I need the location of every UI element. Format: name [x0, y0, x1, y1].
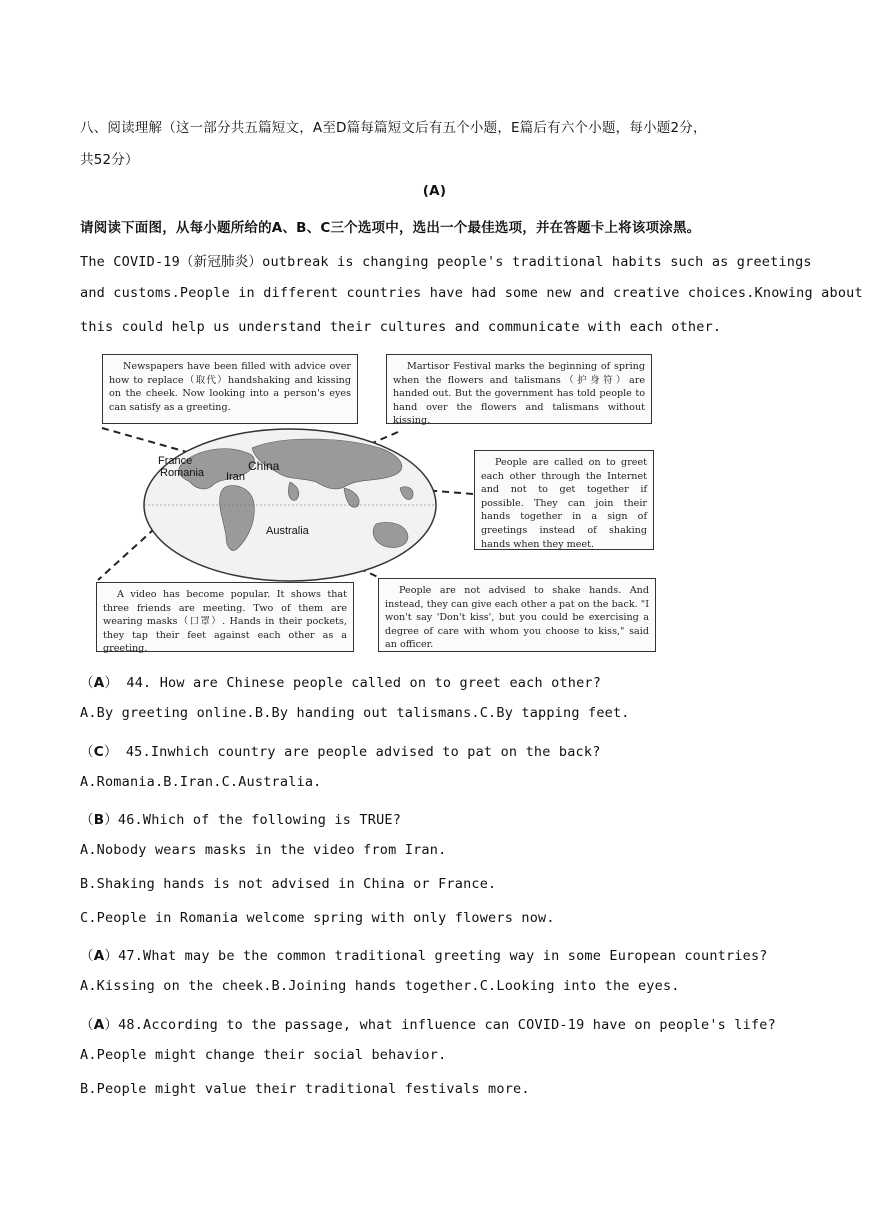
- intro-line-2: and customs.People in different countries have had some new and creative choices.Knowing about: [80, 285, 863, 301]
- note-box-france: [102, 354, 358, 424]
- question-46-text: 46.Which of the following is TRUE?: [117, 812, 402, 828]
- map-label-australia: Australia: [266, 525, 309, 537]
- note-text-iran: A video has become popular. It shows that three friends are meeting. Two of them are wearing masks（口罩）. Hands in their pockets, they tap their feet against each other as a greeting.: [103, 589, 347, 655]
- note-text-romania: Martisor Festival marks the beginning of spring when the flowers and talismans（护身符）are handed out. But the government has told people to hand over the flowers and talismans without kissing.: [393, 361, 645, 427]
- question-44: （A） 44. How are Chinese people called on to greet each other?: [80, 675, 602, 691]
- question-44-text: 44. How are Chinese people called on to greet each other?: [126, 675, 602, 691]
- world-map: [140, 426, 440, 584]
- question-48-option-a: A.People might change their social behavior.: [80, 1047, 447, 1063]
- question-45-options: A.Romania.B.Iran.C.Australia.: [80, 774, 322, 790]
- question-47-options: A.Kissing on the cheek.B.Joining hands together.C.Looking into the eyes.: [80, 978, 680, 994]
- question-46-option-c: C.People in Romania welcome spring with only flowers now.: [80, 910, 555, 926]
- question-45-text: 45.Inwhich country are people advised to pat on the back?: [125, 744, 601, 760]
- note-box-china: [474, 450, 654, 550]
- greetings-figure: [88, 348, 658, 658]
- map-label-romania: Romania: [160, 467, 205, 479]
- map-label-china: China: [248, 459, 280, 473]
- answer-48: A: [93, 1017, 105, 1033]
- question-48-option-b: B.People might value their traditional festivals more.: [80, 1081, 530, 1097]
- section-heading-line2: 共52分）: [80, 152, 139, 168]
- answer-45: C: [93, 744, 104, 760]
- note-box-iran: [96, 582, 354, 655]
- note-box-romania: [386, 354, 652, 427]
- map-label-france: France: [158, 455, 193, 467]
- question-48: （A）48.According to the passage, what influence can COVID-19 have on people's life?: [80, 1017, 776, 1033]
- question-48-text: 48.According to the passage, what influence can COVID-19 have on people's life?: [118, 1017, 776, 1033]
- question-46: （B）46.Which of the following is TRUE?: [80, 812, 402, 828]
- section-heading-line1: 八、阅读理解（这一部分共五篇短文，A至D篇每篇短文后有五个小题，E篇后有六个小题，每小题2分，: [80, 120, 707, 136]
- answer-47: A: [93, 948, 105, 964]
- question-46-option-b: B.Shaking hands is not advised in China or France.: [80, 876, 497, 892]
- question-46-option-a: A.Nobody wears masks in the video from Iran.: [80, 842, 447, 858]
- question-44-options: A.By greeting online.B.By handing out talismans.C.By tapping feet.: [80, 705, 630, 721]
- question-45: （C） 45.Inwhich country are people advised to pat on the back?: [80, 744, 601, 760]
- intro-line-3: this could help us understand their cultures and communicate with each other.: [80, 319, 722, 335]
- answer-44: A: [93, 675, 105, 691]
- note-text-australia: People are not advised to shake hands. And instead, they can give each other a pat on the back. "I won't say 'Don't kiss', but you could be exercising a degree of care with whom you choose to kiss," said an officer.: [385, 585, 649, 651]
- passage-label: (A): [422, 183, 447, 199]
- note-text-china: People are called on to greet each other through the Internet and not to get together if possible. They can join their hands together in a sign of greetings instead of shaking hands when they meet.: [481, 457, 647, 550]
- note-text-france: Newspapers have been filled with advice over how to replace（取代）handshaking and kissing on the cheek. Now looking into a person's eyes can satisfy as a greeting.: [109, 361, 351, 413]
- answer-46: B: [93, 812, 105, 828]
- question-47: （A）47.What may be the common traditional greeting way in some European countries?: [80, 948, 768, 964]
- question-47-text: 47.What may be the common traditional greeting way in some European countries?: [118, 948, 768, 964]
- instruction-text: 请阅读下面图，从每小题所给的A、B、C三个选项中，选出一个最佳选项，并在答题卡上将该项涂黑。: [80, 220, 701, 236]
- map-label-iran: Iran: [226, 471, 245, 483]
- intro-line-1: The COVID-19（新冠肺炎）outbreak is changing people's traditional habits such as greetings: [80, 254, 812, 270]
- note-box-australia: [378, 578, 656, 652]
